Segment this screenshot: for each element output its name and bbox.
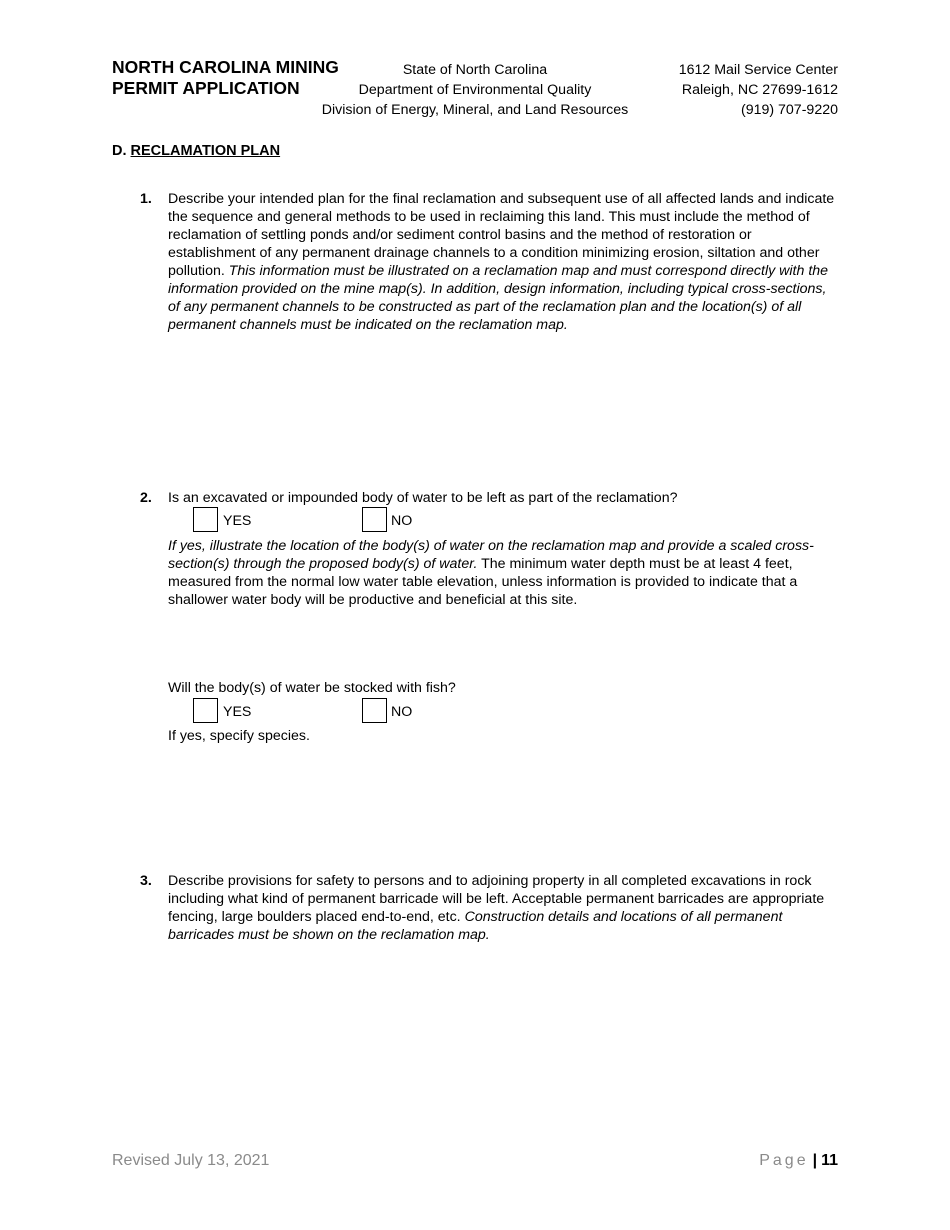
fish-no-label: NO [391,704,413,720]
fish-species-prompt: If yes, specify species. [168,728,310,744]
question-2-answer-area[interactable] [168,612,838,674]
question-2-instructions [168,537,836,609]
question-1-answer-area[interactable] [168,322,838,482]
revision-date: Revised July 13, 2021 [112,1152,270,1169]
question-1-body: Describe your intended plan for the final reclamation and subsequent use of all affected lands and indicate the sequence and general methods to be used in reclaiming this land. This must include the method of reclamation of settling ponds and/or sediment control basins and the method of restoration or establishment of any permanent drainage channels to a condition minimizing erosion, siltation and other pollution. [168,191,835,279]
question-2-number: 2. [140,490,152,506]
water-body-yes-label: YES [223,513,252,529]
page-separator: | [812,1152,818,1169]
water-body-no-checkbox[interactable] [362,507,387,532]
agency-department: Department of Environmental Quality [358,82,592,98]
question-1-italic-note: This information must be illustrated on a reclamation map and must correspond directly with the information provided on the mine map(s). In addition, design information, including typical cross-sections, of any permanent channels to be constructed as part of the reclamation plan and the location(s) of all permanent channels must be indicated on the reclamation map. [168,263,829,333]
address-line2: Raleigh, NC 27699-1612 [681,82,838,98]
fish-species-answer-area[interactable] [168,748,838,863]
section-letter: D. [112,143,131,159]
question-3-italic-note: Construction details and locations of all permanent barricades must be shown on the reclamation map. [168,909,783,943]
fish-yes-checkbox[interactable] [193,698,218,723]
address-line1: 1612 Mail Service Center [678,62,838,78]
address-block [618,60,838,120]
question-2-body: The minimum water depth must be at least 4 feet, measured from the normal low water table elevation, unless information is provided to indicate that a shallower water body will be productive and beneficial at this site. [168,556,798,608]
form-title-line2: PERMIT APPLICATION [112,78,300,98]
question-3-body: Describe provisions for safety to persons and to adjoining property in all completed excavations in rock including what kind of permanent barricade will be left. Acceptable permanent barricades are appropriate fencing, large boulders placed end-to-end, etc. [168,873,825,925]
water-body-no-label: NO [391,513,413,529]
page-number: 11 [821,1152,838,1169]
question-3-text [168,872,836,944]
page-word: Page [759,1152,809,1169]
question-3-answer-area[interactable] [168,950,838,1130]
section-heading [112,142,280,160]
question-1-number: 1. [140,191,152,207]
water-body-yes-checkbox[interactable] [193,507,218,532]
agency-state: State of North Carolina [402,62,548,78]
question-1-text [168,190,836,334]
section-title: RECLAMATION PLAN [130,143,281,159]
page-number-block [759,1152,838,1170]
fish-yes-label: YES [223,704,252,720]
phone-number: (919) 707-9220 [740,102,838,118]
fish-question: Will the body(s) of water be stocked with fish? [168,680,456,696]
question-3-number: 3. [140,873,152,889]
fish-no-checkbox[interactable] [362,698,387,723]
agency-block [300,60,650,120]
question-2-italic-note: If yes, illustrate the location of the body(s) of water on the reclamation map and provide a scaled cross-section(s) through the proposed body(s) of water. [168,538,814,572]
form-title-line1: NORTH CAROLINA MINING [112,57,339,77]
question-2-text: Is an excavated or impounded body of water to be left as part of the reclamation? [168,490,678,506]
agency-division: Division of Energy, Mineral, and Land Resources [321,102,629,118]
